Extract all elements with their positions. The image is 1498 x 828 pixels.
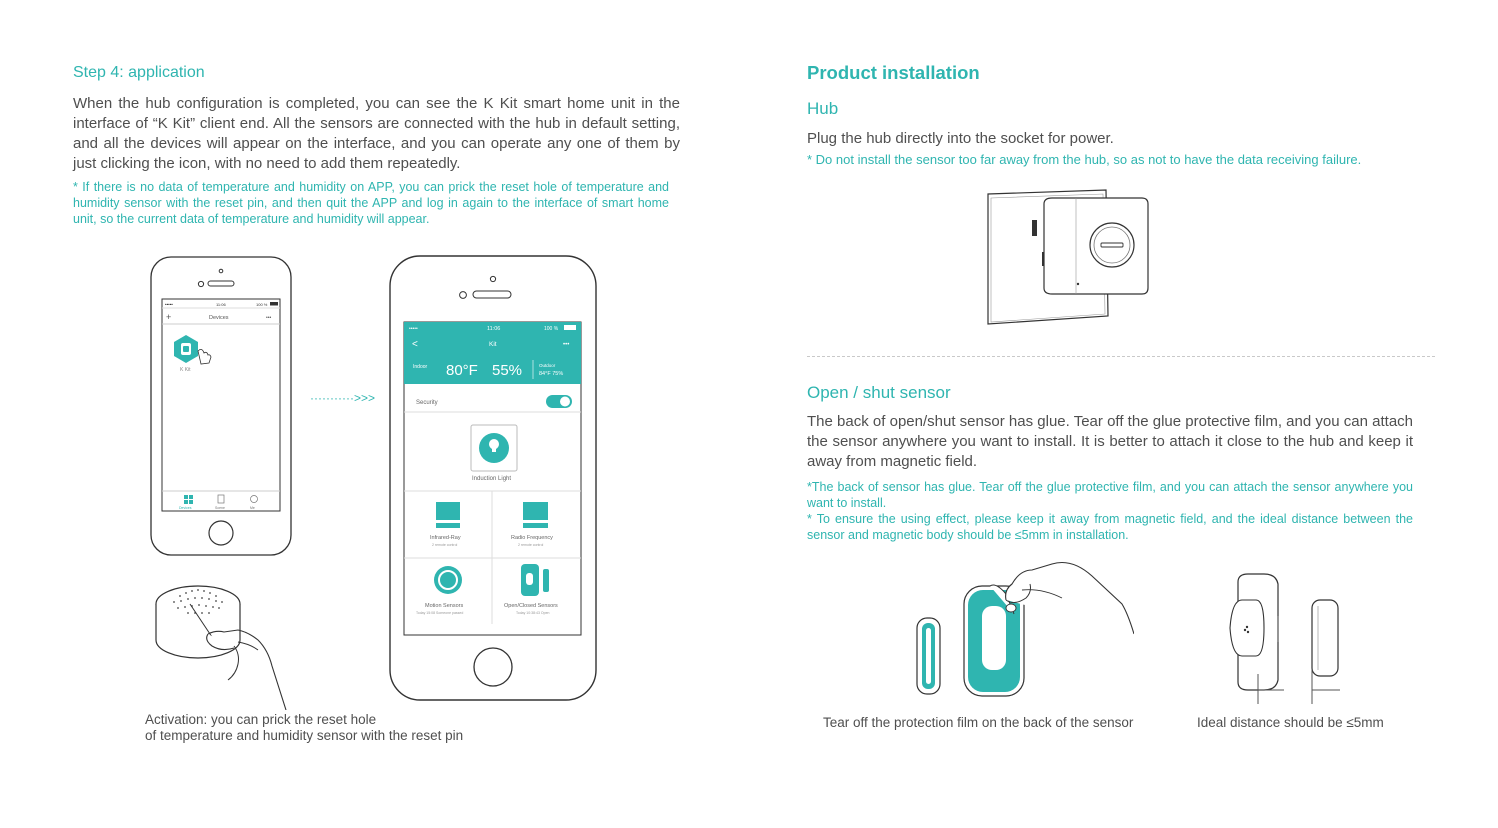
step-title: Step 4: application [73,64,205,81]
tear-film-illustration [912,560,1134,700]
small-status-time: 11:06 [216,302,226,307]
motion-sensors-label: Motion Sensors [425,603,464,609]
open-closed-sub: Today 10:38:43 Open [516,611,550,615]
small-tab-devices[interactable]: Devices [179,506,192,510]
infrared-ray-label: Infrared-Ray [430,535,461,541]
small-tab-me[interactable]: Me [250,506,255,510]
product-installation-heading: Product installation [807,62,980,83]
hub-socket-illustration [980,182,1155,330]
phone-kit-app-illustration [386,254,600,704]
intro-paragraph: When the hub configuration is completed, you can see the K Kit smart home unit in the interface of “K Kit” client end. All the sensors are connected with the hub in default setting, and all the devices will appear on the interface, and you can operate any one of them by just clicking the icon, with no need to add them repeatedly. [73,95,680,172]
radio-frequency-icon[interactable] [523,502,548,528]
small-add-button[interactable]: + [166,312,172,322]
large-back-button[interactable]: < [412,339,418,350]
tear-film-caption: Tear off the protection film on the back of the sensor [823,715,1134,730]
flow-arrow [308,388,380,408]
sensor-heading: Open / shut sensor [807,383,951,402]
activation-caption-line1: Activation: you can prick the reset hole [145,712,377,727]
motion-sensor-icon[interactable] [434,566,462,594]
infrared-ray-icon[interactable] [436,502,460,528]
induction-light-icon[interactable] [471,425,517,471]
reset-note: * If there is no data of temperature and humidity on APP, you can prick the reset hole of temperature and humidity sensor with the reset pin, and then quit the APP and log in again to the interface of smart home unit, so the current data of temperature and humidity will appear. [73,180,669,226]
sensor-note-2: * To ensure the using effect, please keep it away from magnetic field, and the ideal distance between the sensor and magnetic body should be ≤5mm in installation. [807,512,1413,542]
security-toggle[interactable] [546,395,572,408]
activation-caption-line2: of temperature and humidity sensor with the reset pin [145,728,464,743]
large-title: Kit [489,341,497,348]
motion-sensors-sub: Today 15:08 Someone passed [416,611,464,615]
phone-devices-illustration [148,255,294,559]
radio-frequency-label: Radio Frequency [511,535,553,541]
indoor-humidity: 55% [492,362,523,379]
induction-light-label: Induction Light [472,476,512,482]
infrared-ray-sub: 2 remote control [432,543,458,547]
small-status-left: ••••• [165,302,173,307]
security-label: Security [416,400,438,406]
indoor-temperature: 80°F [446,362,478,379]
open-closed-label: Open/Closed Sensors [504,603,558,609]
indoor-label: Indoor [413,364,428,370]
hub-heading: Hub [807,99,839,118]
large-status-left: ••••• [409,326,418,332]
large-status-battery: 100 % [544,326,559,332]
sensor-text: The back of open/shut sensor has glue. Tear off the glue protective film, and you can attach the sensor anywhere you want to install. It is better to attach it close to the hub and keep it away from magnetic field. [807,413,1413,470]
small-status-battery: 100 % [256,302,268,307]
ideal-distance-caption: Ideal distance should be ≤5mm [1197,715,1384,730]
ideal-distance-illustration [1220,570,1370,705]
small-tab-scene[interactable]: Scene [215,506,225,510]
small-title: Devices [209,315,229,321]
hub-text: Plug the hub directly into the socket for power. [807,130,1114,147]
large-more-button[interactable]: ••• [563,342,570,348]
small-more-button[interactable]: ••• [266,315,272,321]
flow-arrow-glyph: ···········>>> [310,391,375,405]
outdoor-value: 84°F 75% [539,371,564,377]
sensor-note-1: *The back of sensor has glue. Tear off the glue protective film, and you can attach the sensor anywhere you want to install. [807,480,1413,510]
section-divider [807,356,1435,357]
large-status-time: 11:06 [487,326,501,332]
reset-pin-illustration [150,580,290,710]
kkit-tile-label: K Kit [180,367,191,373]
outdoor-label: Outdoor [539,363,556,368]
radio-frequency-sub: 2 remote control [518,543,544,547]
hub-note: * Do not install the sensor too far away from the hub, so as not to have the data receiving failure. [807,152,1362,167]
